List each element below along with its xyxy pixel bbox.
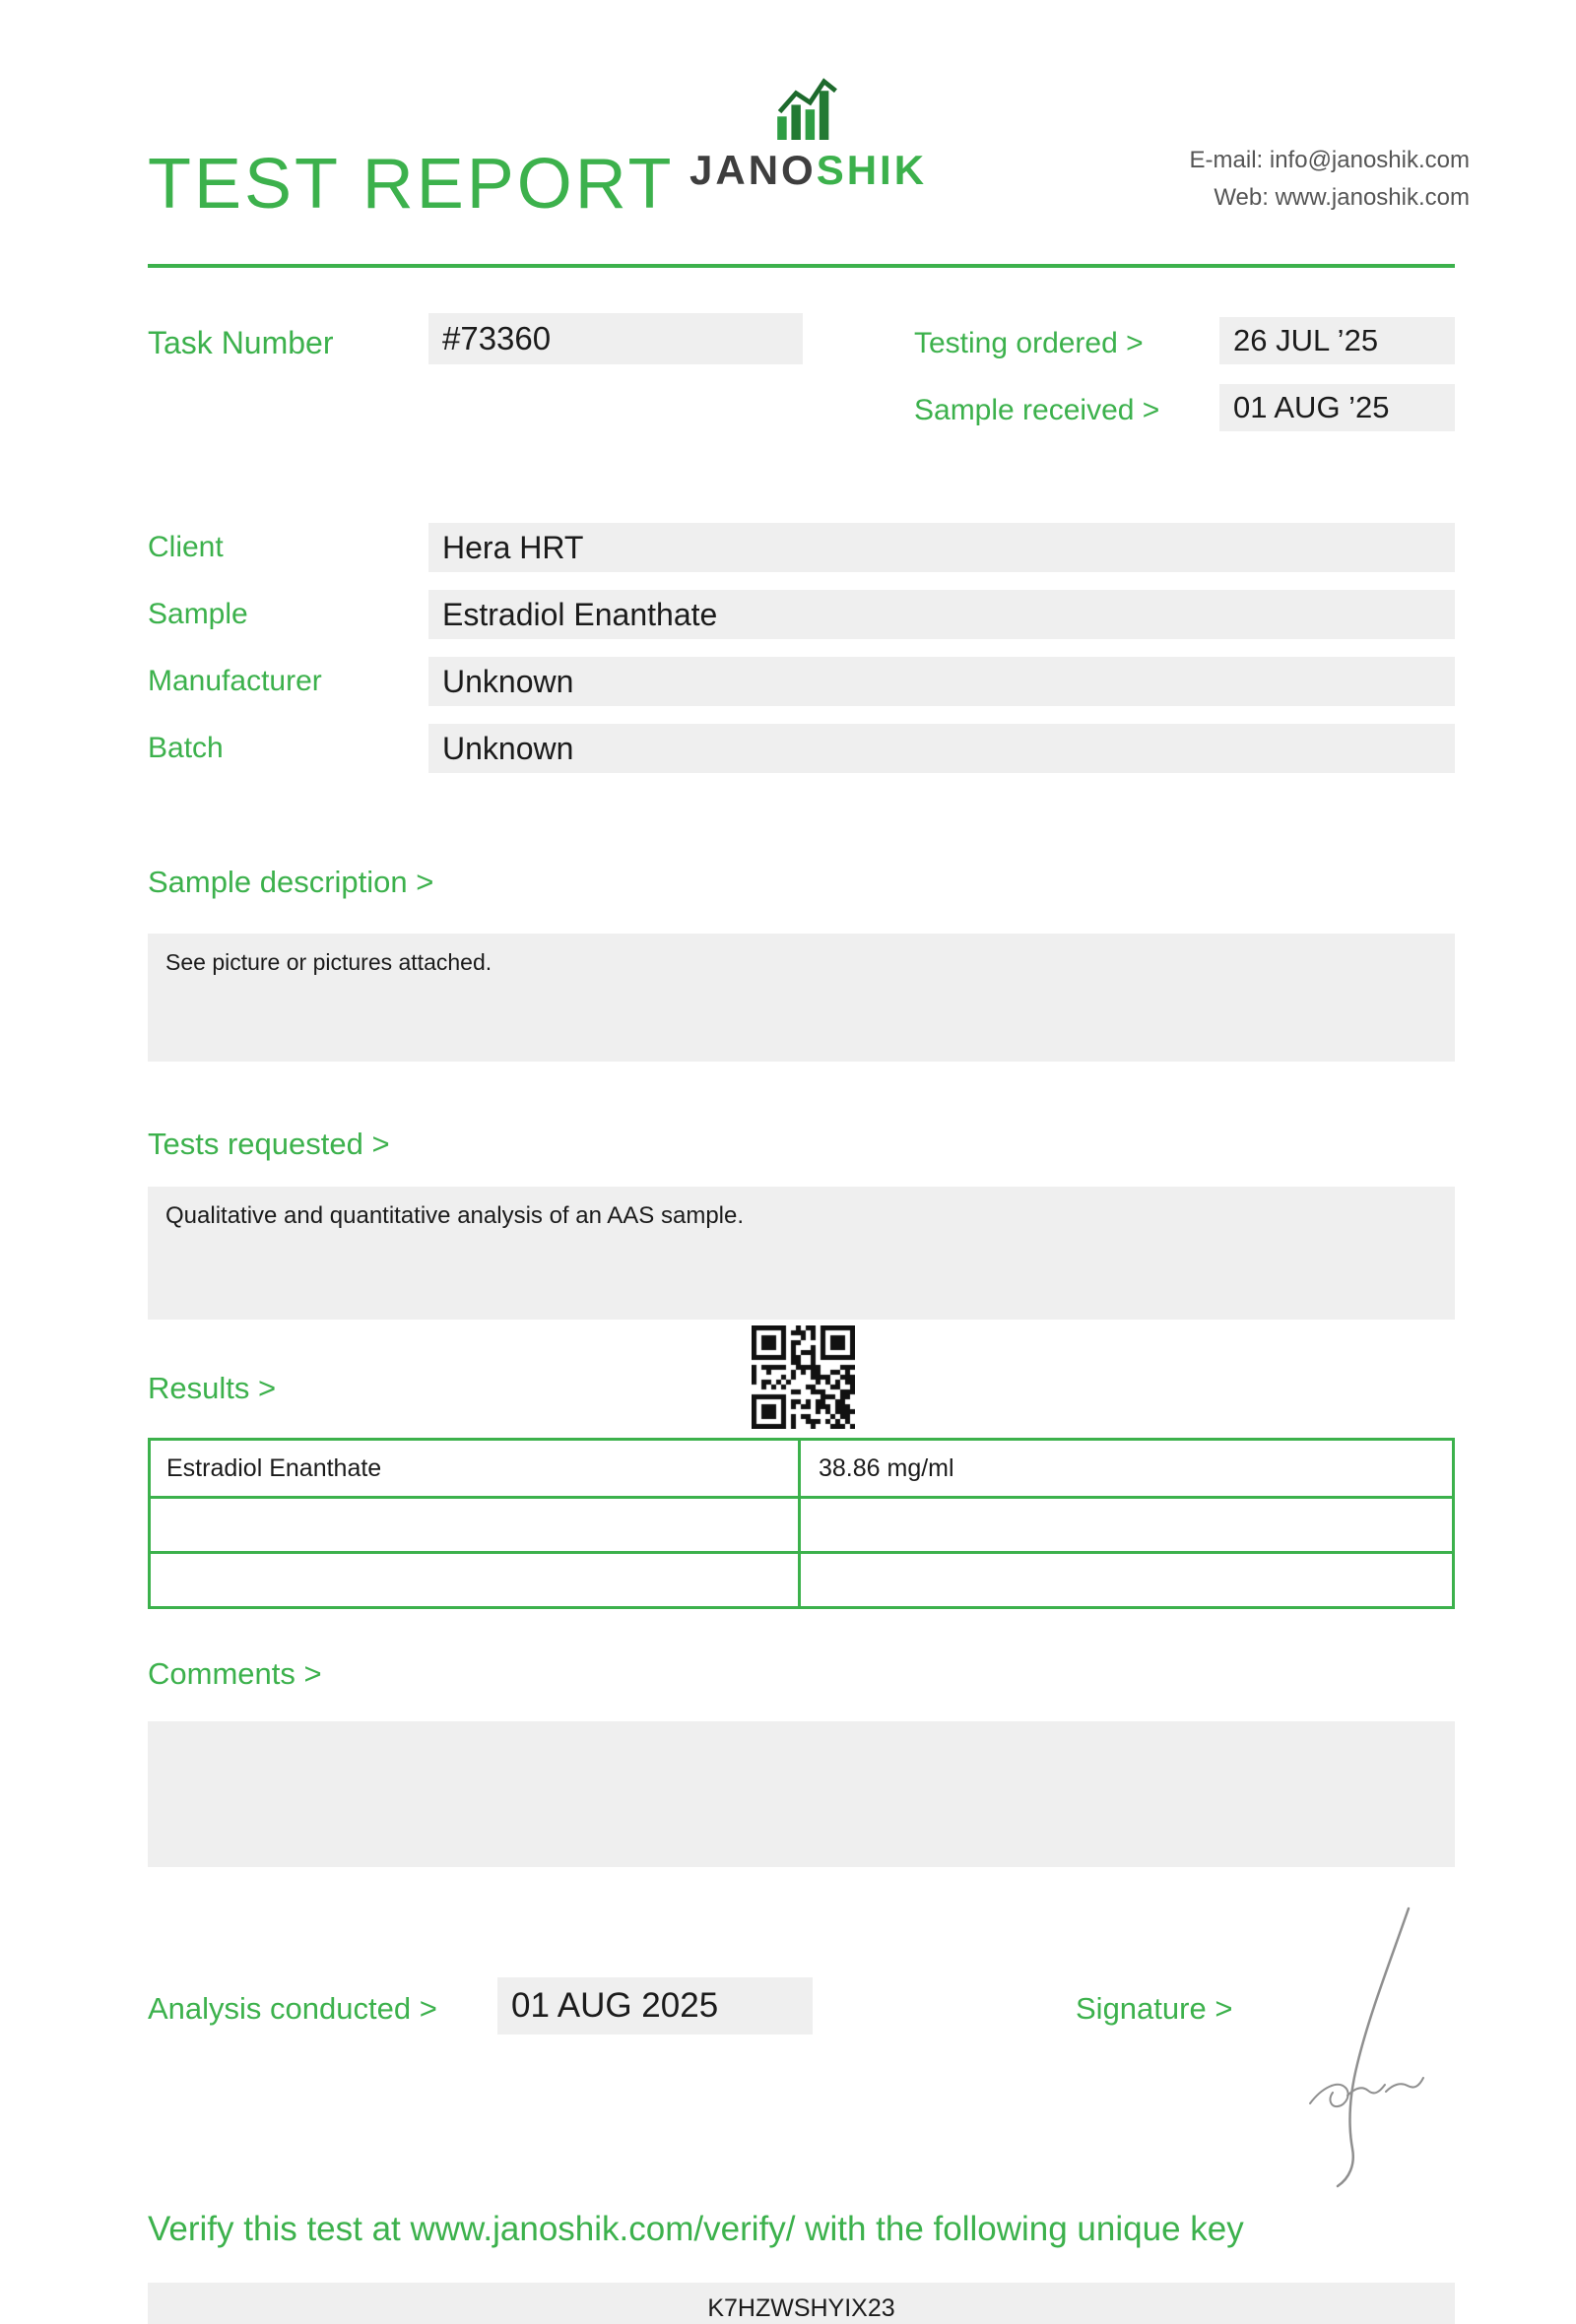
- tests-requested-box: Qualitative and quantitative analysis of an AAS sample.: [148, 1187, 1455, 1320]
- task-number-label: Task Number: [148, 325, 334, 360]
- report-title: TEST REPORT: [148, 145, 675, 224]
- batch-label: Batch: [148, 732, 224, 764]
- sample-received-label: Sample received >: [914, 394, 1160, 426]
- result-name-cell: Estradiol Enanthate: [151, 1441, 801, 1496]
- email-line: [1190, 142, 1470, 179]
- janoshik-logo: [690, 77, 926, 194]
- qr-code: [752, 1325, 855, 1429]
- signature-image: [1290, 1899, 1438, 2194]
- task-number-value: #73360: [428, 313, 803, 364]
- sample-description-heading: Sample description >: [148, 865, 434, 899]
- tests-requested-heading: Tests requested >: [148, 1127, 390, 1161]
- signature-label: Signature >: [1076, 1991, 1233, 2026]
- email-label: E-mail:: [1189, 147, 1264, 173]
- result-value-cell: [801, 1554, 1452, 1606]
- analysis-conducted-label: Analysis conducted >: [148, 1991, 437, 2026]
- email-value: info@janoshik.com: [1269, 147, 1470, 173]
- sample-value: Estradiol Enanthate: [428, 590, 1455, 639]
- result-value-cell: 38.86 mg/ml: [819, 1454, 954, 1482]
- verify-text: Verify this test at www.janoshik.com/verify/ with the following unique key: [148, 2210, 1244, 2248]
- analysis-conducted-value: 01 AUG 2025: [497, 1977, 813, 2034]
- manufacturer-label: Manufacturer: [148, 665, 322, 697]
- table-row: [151, 1496, 1452, 1551]
- logo-text-shik: SHIK: [816, 147, 928, 193]
- result-name-cell: [151, 1499, 801, 1551]
- results-heading: Results >: [148, 1371, 277, 1405]
- contact-info: [1190, 142, 1470, 217]
- sample-label: Sample: [148, 598, 248, 630]
- comments-box: [148, 1721, 1455, 1867]
- sample-received-value: 01 AUG ’25: [1219, 384, 1455, 431]
- web-label: Web:: [1214, 184, 1269, 211]
- client-value: Hera HRT: [428, 523, 1455, 572]
- table-row: [151, 1551, 1452, 1606]
- batch-value: Unknown: [428, 724, 1455, 773]
- web-line: [1190, 179, 1470, 217]
- web-value: www.janoshik.com: [1275, 184, 1470, 211]
- detail-row-client: [148, 523, 1455, 572]
- header-divider: [148, 264, 1455, 268]
- sample-description-box: See picture or pictures attached.: [148, 934, 1455, 1062]
- comments-heading: Comments >: [148, 1656, 322, 1691]
- detail-row-manufacturer: [148, 657, 1455, 706]
- bar-chart-icon: [768, 77, 847, 140]
- detail-row-sample: [148, 590, 1455, 639]
- logo-text: [690, 147, 926, 194]
- unique-key-box: [148, 2283, 1455, 2324]
- testing-ordered-value: 26 JUL ’25: [1219, 317, 1455, 364]
- client-label: Client: [148, 531, 224, 563]
- unique-key: K7HZWSHYIX23: [707, 2294, 895, 2322]
- logo-text-jano: JANO: [690, 147, 817, 193]
- result-name-cell: [151, 1554, 801, 1606]
- testing-ordered-label: Testing ordered >: [914, 327, 1144, 359]
- table-row: [151, 1441, 1452, 1496]
- results-table: [148, 1438, 1455, 1609]
- result-value-cell: [801, 1499, 1452, 1551]
- detail-row-batch: [148, 724, 1455, 773]
- manufacturer-value: Unknown: [428, 657, 1455, 706]
